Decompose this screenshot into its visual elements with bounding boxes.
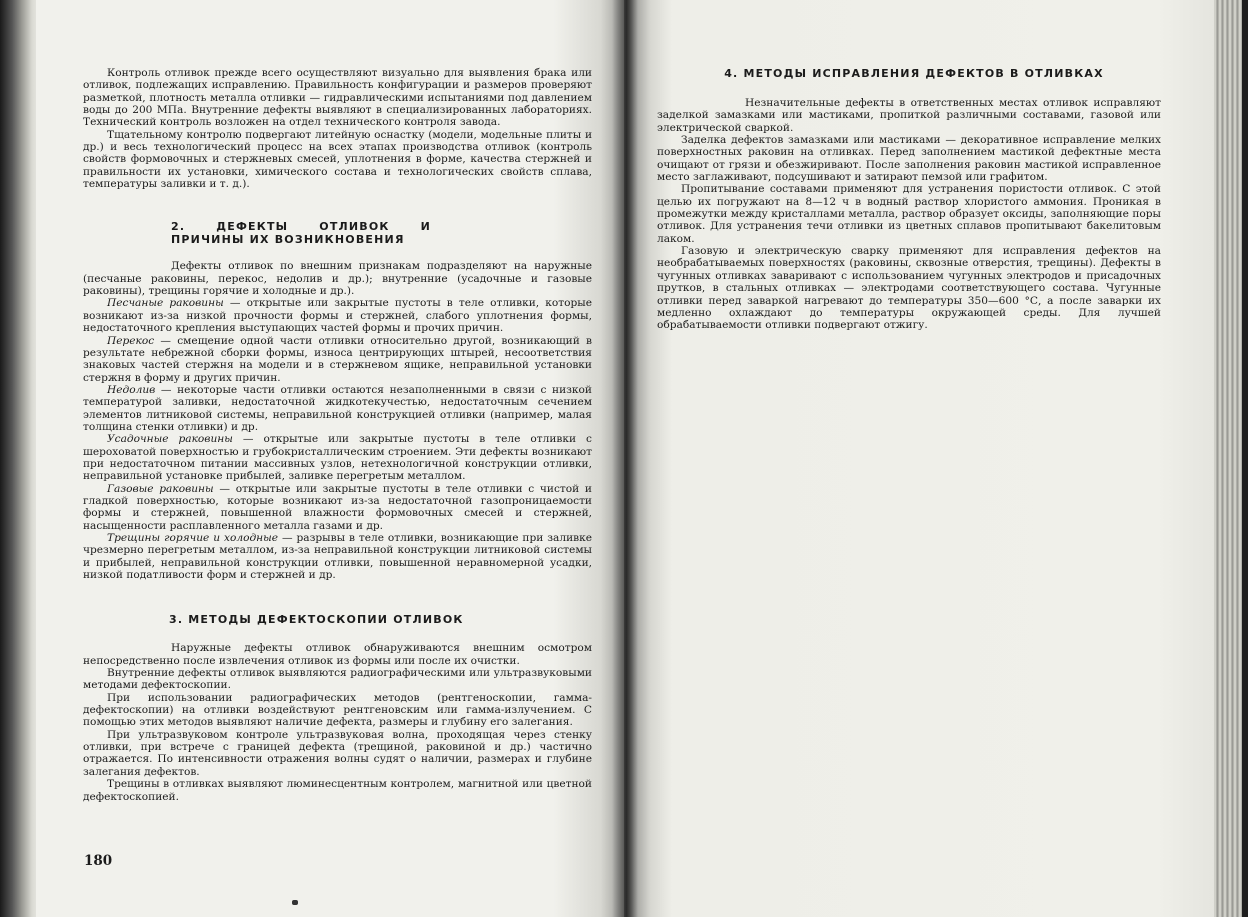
intro-paragraph-1: Контроль отливок прежде всего осуществляют визуально для выявления брака или отливок, подлежащих исправлению. Правильность конфигурации и размеров проверяют разметкой, плотность металла отливки — гидравлическими испытаниями под давлением воды до 200 МПа. Внутренние дефекты выявляют в специализированных лабораториях. Технический контроль возложен на отдел технического контроля завода. (83, 67, 592, 129)
ink-speck (292, 900, 298, 905)
defect-description: — смещение одной части отливки относительно другой, возникающий в результате небрежной сборки формы, износа центрирующих штырей, несоответствия знаковых частей стержня на модели и в стержневом ящике, неправильной установки стержня в форму и других причин. (83, 334, 592, 384)
defect-gas-holes (83, 483, 592, 532)
section-2-heading: 2. ДЕФЕКТЫ ОТЛИВОК И ПРИЧИНЫ ИХ ВОЗНИКНОВЕНИЯ (171, 220, 431, 247)
book-left-edge (0, 0, 40, 917)
section-3-paragraph-2: При использовании радиографических методов (рентгеноскопии, гамма-дефектоскопии) на отливки воздействуют рентгеновским или гамма-излучением. С помощью этих методов выявляют наличие дефекта, размеры и глубину его залегания. (83, 691, 592, 729)
defect-term: Трещины горячие и холодные (107, 532, 279, 544)
section-4-intro: Незначительные дефекты в ответственных местах отливок исправляют заделкой замазками или мастиками, пропиткой различными составами, газовой или электрической сваркой. (657, 97, 1161, 134)
defect-term: Перекос (107, 334, 155, 347)
defect-description: — разрывы в теле отливки, возникающие при заливке чрезмерно перегретым металлом, из-за неправильной конструкции литниковой системы и прибылей, неправильной конструкции отливки, повышенной неравномерной усадки, низкой податливости форм и стержней и др. (83, 532, 592, 582)
section-4-paragraph-3: Газовую и электрическую сварку применяют для исправления дефектов на необрабатываемых поверхностях (раковины, сквозные отверстия, трещины). Дефекты в чугунных отливках заваривают с использованием чугунных электродов и присадочных прутков, в стальных отливках — электродами соответствующего состава. Чугунные отливки перед заваркой нагревают до температуры 350—600 °С, а после заварки их медленно охлаждают до температуры окружающей среды. Для лучшей обрабатываемости отливки подвергают отжигу. (657, 245, 1161, 332)
defect-description: — открытые или закрытые пустоты в теле отливки с шероховатой поверхностью и грубокристаллическим строением. Эти дефекты возникают при недостаточном питании массивных узлов, нетехнологичной конструкции отливки, неправильной установке прибылей, заливке перегретым металлом. (83, 433, 592, 483)
defect-cracks (83, 532, 592, 581)
defect-term: Песчаные раковины (107, 297, 224, 310)
book-right-edge (1214, 0, 1248, 917)
section-2-intro: Дефекты отливок по внешним признакам подразделяют на наружные (песчаные раковины, перекос, недолив и др.); внутренние (усадочные и газовые раковины), трещины горячие и холодные и др.). (83, 260, 592, 298)
intro-paragraph-2: Тщательному контролю подвергают литейную оснастку (модели, модельные плиты и др.) и весь технологический процесс на всех этапах производства отливок (контроль свойств формовочных и стержневых смесей, уплотнения в форме, качества стержней и правильности их установки, химического состава и технологических свойств сплава, температуры заливки и т. д.). (83, 128, 592, 191)
defect-shrinkage (83, 433, 592, 482)
section-3-paragraph-4: Трещины в отливках выявляют люминесцентным контролем, магнитной или цветной дефектоскопией. (83, 778, 592, 803)
page-number: 180 (84, 853, 113, 869)
left-page-text-column (83, 67, 592, 803)
section-4-paragraph-2: Пропитывание составами применяют для устранения пористости отливок. С этой целью их погружают на 8—12 ч в водный раствор хлористого аммония. Проникая в промежутки между кристаллами металла, раствор образует оксиды, заполняющие поры отливок. Для устранения течи отливки из цветных сплавов пропитывают бакелитовым лаком. (657, 183, 1161, 245)
defect-term: Усадочные раковины (107, 433, 233, 446)
right-page-text-column (657, 67, 1161, 332)
section-3-intro: Наружные дефекты отливок обнаруживаются внешним осмотром непосредственно после извлечения отливок из формы или после их очистки. (83, 642, 592, 667)
defect-description: — открытые или закрытые пустоты в теле отливки с чистой и гладкой поверхностью, которые возникают из-за недостаточной газопроницаемости формы и стержней, повышенной влажности формовочных смесей и стержней, насыщенности расплавленного металла газами и др. (83, 482, 592, 532)
defect-description: — некоторые части отливки остаются незаполненными в связи с низкой температурой заливки, недостаточной жидкотекучестью, недостаточным сечением элементов литниковой системы, неправильной конструкцией отливки (например, малая толщина стенки отливки) и др. (83, 383, 592, 433)
defect-sand-holes (83, 297, 592, 334)
section-4-paragraph-1: Заделка дефектов замазками или мастиками — декоративное исправление мелких поверхностных раковин на отливках. Перед заполнением мастикой дефектные места очищают от грязи и обезжиривают. После заполнения раковин мастикой исправленное место заглаживают, подсушивают и затирают пемзой или графитом. (657, 134, 1161, 184)
section-4-heading: 4. МЕТОДЫ ИСПРАВЛЕНИЯ ДЕФЕКТОВ В ОТЛИВКАХ (724, 67, 1104, 80)
defect-skew (83, 335, 592, 384)
defect-term: Недолив (107, 383, 156, 396)
defect-term: Газовые раковины (107, 482, 214, 495)
defect-misrun (83, 384, 592, 433)
book-spine-gutter (612, 0, 638, 917)
section-3-paragraph-3: При ультразвуковом контроле ультразвуковая волна, проходящая через стенку отливки, при встрече с границей дефекта (трещиной, раковиной и др.) частично отражается. По интенсивности отражения волны судят о наличии, размерах и глубине залегания дефектов. (83, 728, 592, 778)
defect-description: — открытые или закрытые пустоты в теле отливки, которые возникают из-за низкой прочности формы и стержней, слабого уплотнения формы, недостаточного крепления выступающих частей формы и прочих причин. (83, 297, 592, 335)
section-3-heading: 3. МЕТОДЫ ДЕФЕКТОСКОПИИ ОТЛИВОК (169, 613, 464, 627)
section-3-paragraph-1: Внутренние дефекты отливок выявляются радиографическими или ультразвуковыми методами дефектоскопии. (83, 667, 592, 692)
